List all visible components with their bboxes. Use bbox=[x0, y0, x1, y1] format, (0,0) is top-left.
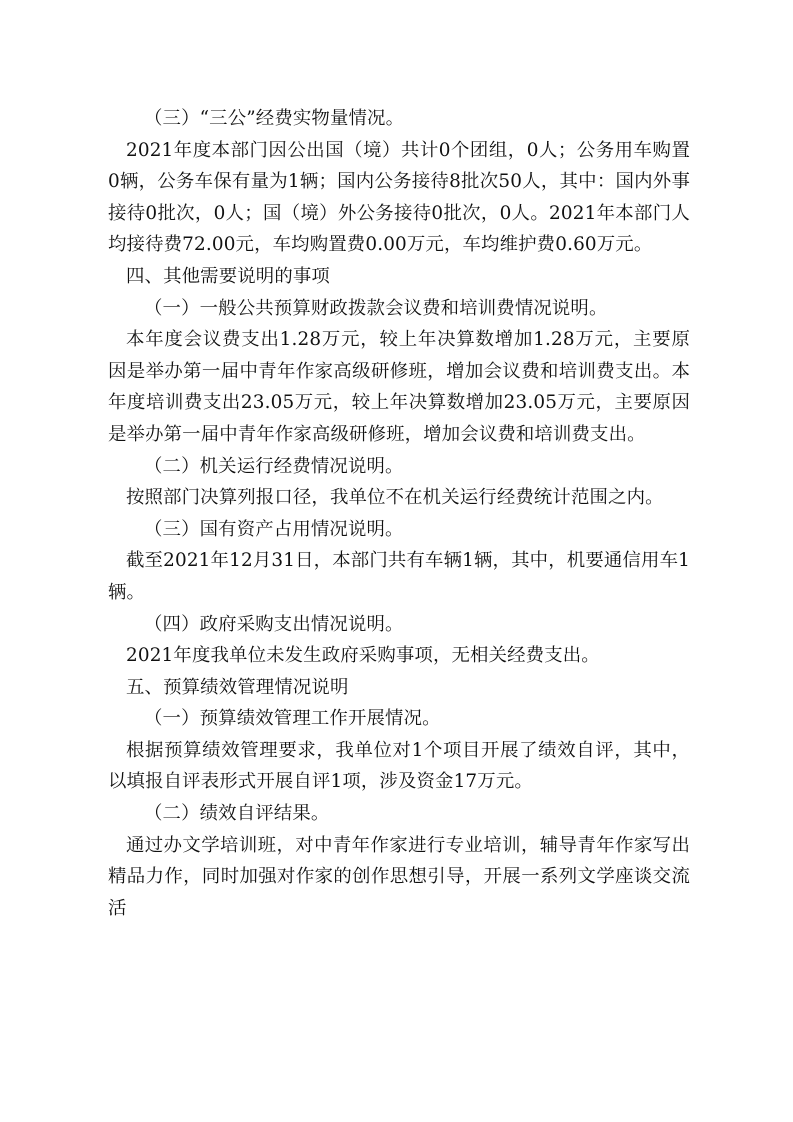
subheading-government-procurement: （四）政府采购支出情况说明。 bbox=[144, 613, 404, 635]
paragraph-sangong-details: 2021年度本部门因公出国（境）共计0个团组，0人；公务用车购置0辆，公务车保有量为1辆；国内公务接待8批次50人，其中：国内外事接待0批次，0人；国（境）外公务接待0批次，0人。2021年本部门人均接待费72.00元，车均购置费0.00万元，车均维护费0.60万元。 bbox=[108, 139, 690, 256]
paragraph-government-procurement: 2021年度我单位未发生政府采购事项，无相关经费支出。 bbox=[126, 645, 600, 667]
subheading-operating-expenses: （二）机关运行经费情况说明。 bbox=[144, 455, 404, 477]
paragraph-state-assets: 截至2021年12月31日，本部门共有车辆1辆，其中，机要通信用车1辆。 bbox=[108, 550, 690, 603]
section-heading-sangong-quantity: （三）“三公”经费实物量情况。 bbox=[144, 108, 405, 129]
paragraph-operating-expenses: 按照部门决算列报口径，我单位不在机关运行经费统计范围之内。 bbox=[126, 487, 664, 509]
subheading-state-assets: （三）国有资产占用情况说明。 bbox=[144, 518, 404, 540]
section-heading-performance-management: 五、预算绩效管理情况说明 bbox=[126, 676, 349, 698]
subheading-meeting-training-fees: （一）一般公共预算财政拨款会议费和培训费情况说明。 bbox=[144, 297, 608, 319]
paragraph-self-evaluation-results: 通过办文学培训班，对中青年作家进行专业培训，辅导青年作家写出精品力作，同时加强对作家的创作思想引导，开展一系列文学座谈交流活 bbox=[108, 834, 690, 919]
section-heading-other-matters: 四、其他需要说明的事项 bbox=[126, 265, 330, 287]
subheading-performance-work: （一）预算绩效管理工作开展情况。 bbox=[144, 708, 441, 730]
document-body bbox=[108, 103, 690, 924]
paragraph-performance-work: 根据预算绩效管理要求，我单位对1个项目开展了绩效自评，其中，以填报自评表形式开展自评1项，涉及资金17万元。 bbox=[108, 739, 690, 793]
paragraph-meeting-training-fees: 本年度会议费支出1.28万元，较上年决算数增加1.28万元，主要原因是举办第一届中青年作家高级研修班，增加会议费和培训费支出。本年度培训费支出23.05万元，较上年决算数增加23.05万元，主要原因是举办第一届中青年作家高级研修班，增加会议费和培训费支出。 bbox=[108, 329, 690, 445]
subheading-self-evaluation-results: （二）绩效自评结果。 bbox=[144, 803, 330, 825]
